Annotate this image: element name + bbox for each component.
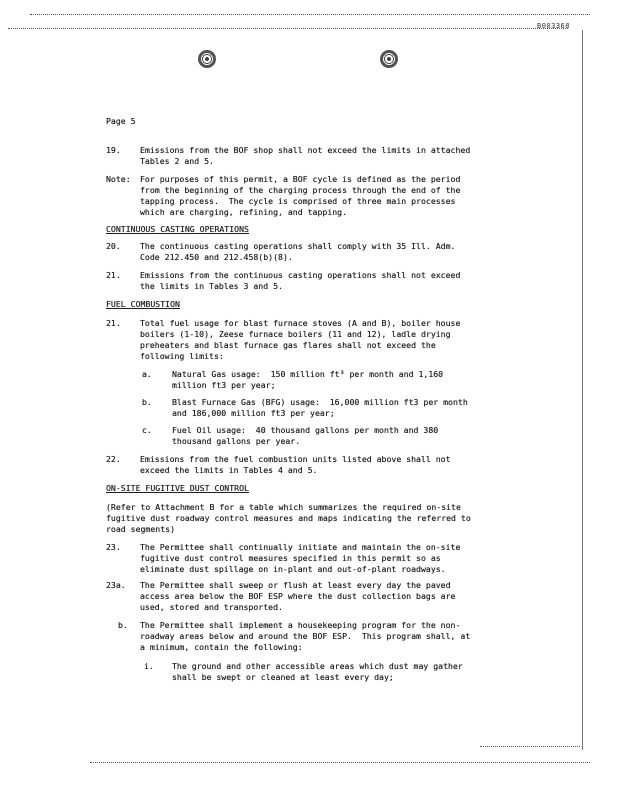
item-b-line-2: and 186,000 million ft3 per year; <box>172 408 335 418</box>
item-21-line-4: following limits: <box>140 351 224 361</box>
item-23-line-3: eliminate dust spillage on in-plant and out-of-plant roadways. <box>140 564 446 574</box>
item-a-line-1: Natural Gas usage: 150 million ft³ per month and 1,160 <box>172 369 444 379</box>
item-b2-number: b. <box>118 620 128 630</box>
item-b2-line-3: a minimum, contain the following: <box>140 642 303 652</box>
top-scan-border <box>30 14 590 15</box>
note-line-3: tapping process. The cycle is comprised of three main processes <box>140 196 456 206</box>
item-22-number: 22. <box>106 454 121 464</box>
item-c-line-1: Fuel Oil usage: 40 thousand gallons per month and 380 <box>172 425 439 435</box>
item-c-number: c. <box>142 425 152 435</box>
item-i-line-2: shall be swept or cleaned at least every day; <box>172 672 394 682</box>
item-20-line-1: The continuous casting operations shall comply with 35 Ill. Adm. <box>140 241 456 251</box>
refer-line-2: fugitive dust roadway control measures and maps indicating the referred to <box>106 513 471 523</box>
item-21-line-2: boilers (1-10), Zeese furnace boilers (11 and 12), ladle drying <box>140 329 451 339</box>
item-b2-line-2: roadway areas below and around the BOF ESP. This program shall, at <box>140 631 471 641</box>
section-heading-casting: CONTINUOUS CASTING OPERATIONS <box>106 224 249 234</box>
refer-line-3: road segments) <box>106 524 176 534</box>
item-19-number: 19. <box>106 145 121 155</box>
item-21-line-1: Total fuel usage for blast furnace stoves (A and B), boiler house <box>140 318 461 328</box>
item-19-line-1: Emissions from the BOF shop shall not exceed the limits in attached <box>140 145 471 155</box>
item-21-number: 21. <box>106 318 121 328</box>
note-line-2: from the beginning of the charging process through the end of the <box>140 185 461 195</box>
item-23-line-2: fugitive dust control measures specified in this permit so as <box>140 553 441 563</box>
note-line-1: For purposes of this permit, a BOF cycle is defined as the period <box>140 174 461 184</box>
item-19-line-2: Tables 2 and 5. <box>140 156 214 166</box>
item-20-line-2: Code 212.450 and 212.458(b)(8). <box>140 252 293 262</box>
item-23a-line-2: access area below the BOF ESP where the dust collection bags are <box>140 591 456 601</box>
item-21a-line-1: Emissions from the continuous casting operations shall not exceed <box>140 270 461 280</box>
item-20-number: 20. <box>106 241 121 251</box>
bottom-scan-border-2 <box>90 762 590 763</box>
item-23a-line-1: The Permittee shall sweep or flush at least every day the paved <box>140 580 451 590</box>
section-heading-fugitive: ON-SITE FUGITIVE DUST CONTROL <box>106 483 249 493</box>
item-21a-line-2: the limits in Tables 3 and 5. <box>140 281 283 291</box>
item-a-line-2: million ft3 per year; <box>172 380 276 390</box>
item-a-number: a. <box>142 369 152 379</box>
section-heading-fuel: FUEL COMBUSTION <box>106 299 180 309</box>
seal-left <box>198 50 216 68</box>
bottom-scan-border <box>480 746 580 747</box>
refer-line-1: (Refer to Attachment B for a table which summarizes the required on-site <box>106 502 461 512</box>
item-23a-line-3: used, stored and transported. <box>140 602 283 612</box>
item-c-line-2: thousand gallons per year. <box>172 436 301 446</box>
item-i-number: i. <box>144 661 154 671</box>
item-22-line-2: exceed the limits in Tables 4 and 5. <box>140 465 318 475</box>
item-b2-line-1: The Permittee shall implement a housekeeping program for the non- <box>140 620 461 630</box>
note-label: Note: <box>106 174 131 184</box>
seal-right <box>380 50 398 68</box>
document-id: B003368 <box>536 22 570 30</box>
item-23-number: 23. <box>106 542 121 552</box>
item-21a-number: 21. <box>106 270 121 280</box>
item-b-line-1: Blast Furnace Gas (BFG) usage: 16,000 million ft3 per month <box>172 397 468 407</box>
item-23-line-1: The Permittee shall continually initiate and maintain the on-site <box>140 542 461 552</box>
page-label: Page 5 <box>106 116 136 126</box>
item-i-line-1: The ground and other accessible areas which dust may gather <box>172 661 463 671</box>
item-21-line-3: preheaters and blast furnace gas flares shall not exceed the <box>140 340 436 350</box>
item-23a-number: 23a. <box>106 580 126 590</box>
note-line-4: which are charging, refining, and tapping. <box>140 207 348 217</box>
item-b-number: b. <box>142 397 152 407</box>
item-22-line-1: Emissions from the fuel combustion units listed above shall not <box>140 454 451 464</box>
top-scan-border-2 <box>8 28 568 29</box>
right-scan-border <box>582 30 583 750</box>
